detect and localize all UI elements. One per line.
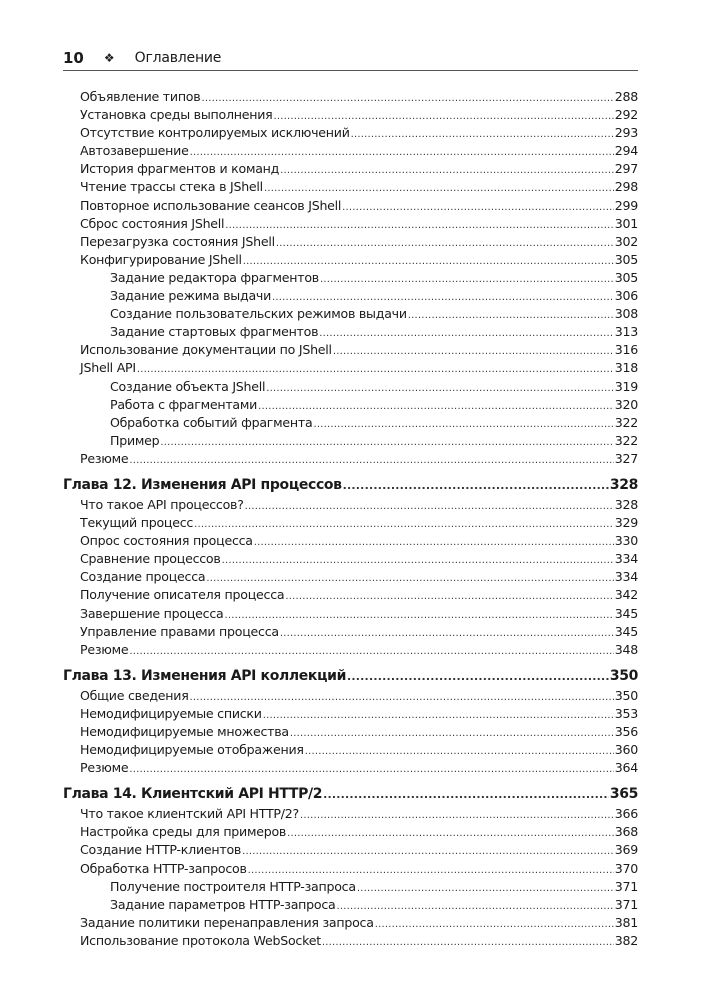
toc-entry-page: 356	[614, 724, 638, 739]
toc-entry[interactable]	[63, 823, 638, 841]
toc-entry-page: 368	[614, 824, 638, 840]
toc-entry[interactable]	[63, 124, 638, 142]
toc-entry-page: 297	[614, 161, 638, 177]
toc-entry[interactable]	[63, 568, 638, 586]
dot-leader	[305, 743, 614, 761]
toc-entry-page: 292	[614, 107, 638, 123]
toc-entry[interactable]	[63, 233, 638, 251]
toc-entry[interactable]	[63, 341, 638, 359]
dot-leader	[222, 552, 614, 570]
toc-entry-page: 330	[614, 533, 638, 549]
toc-chapter-entry[interactable]	[63, 474, 638, 496]
toc-entry-title: Глава 14. Клиентский API HTTP/2	[63, 786, 323, 803]
toc-entry-title: Объявление типов	[80, 89, 201, 104]
toc-entry[interactable]	[63, 197, 638, 215]
toc-entry-page: 334	[614, 569, 638, 585]
toc-entry[interactable]	[63, 860, 638, 878]
toc-entry-page: 329	[614, 515, 638, 531]
toc-entry-page: 306	[614, 288, 638, 304]
toc-entry-page: 366	[614, 806, 638, 822]
toc-entry-title: Пример	[110, 432, 160, 448]
toc-entry[interactable]	[63, 450, 638, 468]
toc-entry-title: Создание процесса	[80, 569, 206, 585]
toc-entry-title: Чтение трассы стека в JShell	[80, 179, 263, 195]
toc-entry-page: 322	[614, 432, 638, 448]
toc-entry-page: 382	[614, 932, 638, 948]
dot-leader	[319, 325, 613, 343]
toc-entry-title: Повторное использование сеансов JShell	[80, 197, 342, 213]
toc-entry-title: JShell API	[80, 360, 136, 376]
toc-entry[interactable]	[63, 641, 638, 659]
table-of-contents	[63, 88, 638, 950]
toc-entry[interactable]	[63, 414, 638, 432]
dot-leader	[280, 625, 614, 643]
toc-entry[interactable]	[63, 305, 638, 323]
toc-entry[interactable]	[63, 378, 638, 396]
toc-entry[interactable]	[63, 586, 638, 604]
toc-entry-title: Резюме	[80, 450, 129, 466]
toc-entry-page: 319	[614, 378, 638, 394]
toc-entry-page: 365	[609, 786, 638, 803]
toc-entry-title: Резюме	[80, 760, 129, 776]
toc-entry[interactable]	[63, 251, 638, 269]
toc-entry-title: Установка среды выполнения	[80, 107, 273, 123]
ornament-icon: ❖	[103, 51, 115, 65]
toc-entry[interactable]	[63, 687, 638, 705]
dot-leader	[408, 307, 614, 325]
toc-entry-page: 316	[614, 342, 638, 358]
dot-leader	[129, 643, 613, 661]
toc-entry[interactable]	[63, 878, 638, 896]
toc-entry-title: Автозавершение	[80, 143, 189, 159]
toc-entry-page: 360	[614, 742, 638, 758]
toc-entry-title: Обработка HTTP-запросов	[80, 860, 247, 876]
dot-leader	[351, 126, 614, 144]
toc-entry-page: 327	[614, 450, 638, 466]
toc-entry-title: Что такое клиентский API HTTP/2?	[80, 806, 299, 822]
dot-leader	[300, 807, 614, 825]
toc-entry-title: Сброс состояния JShell	[80, 215, 225, 231]
toc-entry[interactable]	[63, 396, 638, 414]
dot-leader	[285, 588, 613, 606]
page-number: 10	[63, 49, 84, 67]
toc-entry-title: Немодифицируемые множества	[80, 724, 289, 739]
dot-leader	[266, 380, 613, 398]
toc-entry-title: Создание HTTP-клиентов	[80, 842, 242, 858]
toc-entry-page: 322	[614, 414, 638, 430]
dot-leader	[129, 761, 613, 779]
toc-entry-title: Задание параметров HTTP-запроса	[110, 896, 336, 912]
toc-entry-title: Отсутствие контролируемых исключений	[80, 125, 350, 141]
dot-leader	[357, 880, 614, 898]
toc-entry[interactable]	[63, 215, 638, 233]
toc-entry-page: 302	[614, 233, 638, 249]
toc-entry-page: 334	[614, 551, 638, 567]
dot-leader	[225, 217, 613, 235]
dot-leader	[290, 725, 614, 743]
toc-entry-page: 370	[614, 860, 638, 876]
toc-entry-title: Немодифицируемые списки	[80, 705, 262, 721]
toc-entry-page: 318	[614, 360, 638, 376]
toc-entry-page: 313	[614, 324, 638, 340]
toc-entry-page: 345	[614, 605, 638, 621]
toc-entry-title: Сравнение процессов	[80, 551, 221, 567]
toc-entry-title: Создание пользовательских режимов выдачи	[110, 306, 407, 322]
toc-entry[interactable]	[63, 705, 638, 723]
toc-entry[interactable]	[63, 805, 638, 823]
toc-entry-title: Использование протокола WebSocket	[80, 932, 321, 948]
toc-entry-title: Задание режима выдачи	[110, 288, 272, 304]
toc-entry[interactable]	[63, 932, 638, 950]
toc-entry-page: 294	[614, 143, 638, 159]
dot-leader	[129, 452, 613, 470]
toc-entry-title: Получение описателя процесса	[80, 587, 285, 603]
toc-entry-page: 305	[614, 269, 638, 285]
toc-entry[interactable]	[63, 623, 638, 641]
toc-entry-title: Текущий процесс	[80, 515, 194, 531]
toc-entry[interactable]	[63, 605, 638, 623]
toc-entry[interactable]	[63, 359, 638, 377]
dot-leader	[254, 534, 614, 552]
toc-entry-page: 345	[614, 623, 638, 639]
toc-entry-title: Немодифицируемые отображения	[80, 742, 304, 758]
running-title: Оглавление	[134, 50, 222, 66]
toc-entry-title: Обработка событий фрагмента	[110, 414, 313, 430]
toc-entry-title: Глава 12. Изменения API процессов	[63, 476, 342, 493]
toc-entry-page: 328	[614, 496, 638, 512]
toc-entry-page: 308	[614, 306, 638, 322]
toc-entry-page: 301	[614, 215, 638, 231]
toc-entry[interactable]	[63, 160, 638, 178]
toc-entry[interactable]	[63, 88, 638, 106]
dot-leader	[194, 516, 614, 534]
toc-entry-page: 298	[614, 179, 638, 195]
toc-entry-page: 348	[614, 641, 638, 657]
toc-entry[interactable]	[63, 432, 638, 450]
toc-entry-page: 369	[614, 842, 638, 858]
dot-leader	[347, 666, 609, 688]
toc-entry-page: 371	[614, 878, 638, 894]
dot-leader	[342, 199, 614, 217]
toc-entry-title: Создание объекта JShell	[110, 378, 266, 394]
toc-entry-title: Использование документации по JShell	[80, 342, 332, 358]
toc-entry-page: 305	[614, 251, 638, 267]
dot-leader	[263, 707, 614, 725]
toc-chapter-entry[interactable]	[63, 665, 638, 687]
toc-entry[interactable]	[63, 723, 638, 741]
dot-leader	[287, 825, 614, 843]
toc-entry-page: 364	[614, 760, 638, 776]
dot-leader	[337, 898, 614, 916]
toc-entry-title: Настройка среды для примеров	[80, 824, 287, 840]
dot-leader	[343, 475, 609, 497]
toc-entry-page: 328	[609, 476, 638, 493]
toc-entry[interactable]	[63, 896, 638, 914]
dot-leader	[280, 162, 614, 180]
toc-entry-title: Задание стартовых фрагментов	[110, 324, 319, 340]
toc-entry-title: Получение построителя HTTP-запроса	[110, 878, 356, 894]
dot-leader	[375, 916, 614, 934]
toc-entry-title: Работа с фрагментами	[110, 396, 258, 412]
toc-entry-page: 350	[614, 687, 638, 703]
dot-leader	[160, 434, 613, 452]
toc-entry[interactable]	[63, 106, 638, 124]
toc-entry[interactable]	[63, 142, 638, 160]
toc-entry-page: 350	[609, 667, 638, 684]
dot-leader	[242, 843, 614, 861]
toc-entry-title: Резюме	[80, 641, 129, 657]
toc-entry-title: Завершение процесса	[80, 605, 224, 621]
dot-leader	[276, 235, 614, 253]
toc-entry[interactable]	[63, 323, 638, 341]
page-header	[63, 48, 638, 71]
toc-entry[interactable]	[63, 914, 638, 932]
toc-entry[interactable]	[63, 550, 638, 568]
toc-entry[interactable]	[63, 496, 638, 514]
toc-entry-title: Управление правами процесса	[80, 623, 279, 639]
toc-entry[interactable]	[63, 514, 638, 532]
toc-entry[interactable]	[63, 741, 638, 759]
toc-entry[interactable]	[63, 532, 638, 550]
toc-entry[interactable]	[63, 841, 638, 859]
toc-entry[interactable]	[63, 287, 638, 305]
toc-entry-title: Опрос состояния процесса	[80, 533, 253, 549]
toc-entry-title: История фрагментов и команд	[80, 161, 280, 177]
toc-entry-page: 381	[614, 914, 638, 930]
dot-leader	[323, 784, 609, 806]
toc-entry-page: 320	[614, 396, 638, 412]
dot-leader	[333, 343, 614, 361]
toc-entry-page: 342	[614, 587, 638, 603]
toc-entry-title: Общие сведения	[80, 687, 189, 703]
toc-entry-title: Задание редактора фрагментов	[110, 269, 319, 285]
dot-leader	[320, 271, 614, 289]
toc-entry-page: 353	[614, 705, 638, 721]
toc-entry[interactable]	[63, 759, 638, 777]
toc-entry-page: 293	[614, 125, 638, 141]
toc-entry-title: Перезагрузка состояния JShell	[80, 233, 275, 249]
toc-entry[interactable]	[63, 269, 638, 287]
toc-entry-title: Задание политики перенаправления запроса	[80, 914, 374, 930]
toc-entry-page: 299	[614, 197, 638, 213]
toc-entry-page: 371	[614, 896, 638, 912]
toc-entry-title: Глава 13. Изменения API коллекций	[63, 667, 347, 684]
toc-entry[interactable]	[63, 178, 638, 196]
toc-entry-page: 288	[614, 89, 638, 104]
toc-entry-title: Что такое API процессов?	[80, 496, 244, 512]
toc-chapter-entry[interactable]	[63, 783, 638, 805]
dot-leader	[224, 607, 613, 625]
dot-leader	[313, 416, 613, 434]
dot-leader	[245, 498, 614, 516]
dot-leader	[322, 934, 614, 952]
toc-entry-title: Конфигурирование JShell	[80, 251, 242, 267]
